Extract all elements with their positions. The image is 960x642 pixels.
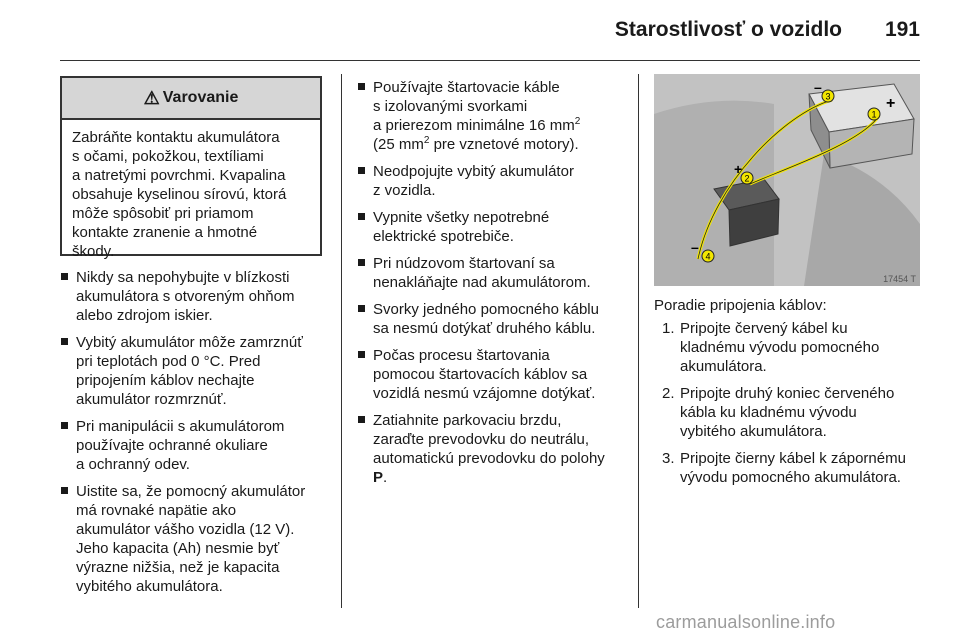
svg-text:3: 3 [825,91,831,102]
step-item: 1. Pripojte červený kábel ku kladnému vývodu pomocného akumulátora. [662,320,880,375]
plus-sign-2: + [734,161,743,177]
bullet-square-icon [61,422,68,429]
bullet-square-icon [358,416,365,423]
list-item: Pri manipulácii s akumulátorom používajte ochranné okuliare a ochranný odev. [60,417,330,474]
bullet-square-icon [358,213,365,220]
bullet-square-icon [61,338,68,345]
list-item: Vypnite všetky nepotrebné elektrické spotrebiče. [357,208,637,246]
page-number: 191 [884,18,920,41]
header-divider [60,60,920,61]
list-item: Nikdy sa nepohybujte v blízkosti akumulátora s otvoreným ohňom alebo zdrojom iskier. [60,268,330,325]
list-item: Vybitý akumulátor môže zamrznúť pri teplotách pod 0 °C. Pred pripojením káblov nechajte akumulátor rozmrznúť. [60,333,330,409]
column-1-list [60,268,330,604]
step-item: 2. Pripojte druhý koniec červeného kábla ku kladnému vývodu vybitého akumulátora. [662,385,895,440]
label-2 [741,172,753,184]
svg-text:1: 1 [871,109,877,120]
page-header [0,0,960,60]
list-item: Zatiahnite parkovaciu brzdu, zaraďte prevodovku do neutrálu, automatickú prevodovku do polohy P. [357,411,637,487]
column-3-content [654,296,934,495]
bullet-square-icon [61,273,68,280]
list-item: Svorky jedného pomocného káblu sa nesmú dotýkať druhého káblu. [357,300,637,338]
bullet-square-icon [358,351,365,358]
label-4 [702,250,714,262]
plus-sign-1: + [886,95,896,112]
label-3 [822,90,834,102]
warning-title: Varovanie [162,89,239,106]
warning-box [60,76,322,260]
svg-text:4: 4 [705,251,711,262]
column-2-list [357,78,637,495]
svg-text:2: 2 [744,173,750,184]
steps-intro: Poradie pripojenia káblov: [654,297,827,314]
label-1 [868,108,880,120]
jump-start-figure [654,74,920,286]
bullet-square-icon [358,259,365,266]
page-title: Starostlivosť o vozidlo [614,18,842,41]
figure-code: 17454 T [883,274,916,284]
list-item: Neodpojujte vybitý akumulátor z vozidla. [357,162,637,200]
minus-sign-2: – [691,239,699,255]
bullet-square-icon [358,83,365,90]
list-item: Používajte štartovacie káble s izolovanými svorkami a prierezom minimálne 16 $mm^2$ (25 $mm^2$ pre vznetové motory). [357,78,637,154]
column-divider-1 [341,74,342,608]
column-divider-2 [638,74,639,608]
bullet-square-icon [358,167,365,174]
list-item: Uistite sa, že pomocný akumulátor má rovnaké napätie ako akumulátor vášho vozidla (12 V). Jeho kapacita (Ah) nesmie byť výrazne nižšia, než je kapacita vybitého akumulátora. [60,482,330,596]
minus-sign-1: – [814,79,822,95]
watermark: carmanualsonline.info [656,612,836,632]
bullet-square-icon [61,487,68,494]
step-item: 3. Pripojte čierny kábel k zápornému vývodu pomocného akumulátora. [662,450,906,486]
list-item: Počas procesu štartovania pomocou štartovacích káblov sa vozidlá nesmú vzájomne dotýkať. [357,346,637,403]
bullet-square-icon [358,305,365,312]
list-item: Pri núdzovom štartovaní sa nenakláňajte nad akumulátorom. [357,254,637,292]
warning-triangle-icon: ⚠ [143,87,160,108]
warning-header [62,78,320,120]
jump-start-illustration [654,74,920,286]
warning-text: Zabráňte kontaktu akumulátora s očami, pokožkou, textíliami a natretými povrchmi. Kvapalina obsahuje kyselinou sírovú, ktorá môže spôsobiť pri priamom kontakte zranenie a hmotné škody. [72,129,287,260]
